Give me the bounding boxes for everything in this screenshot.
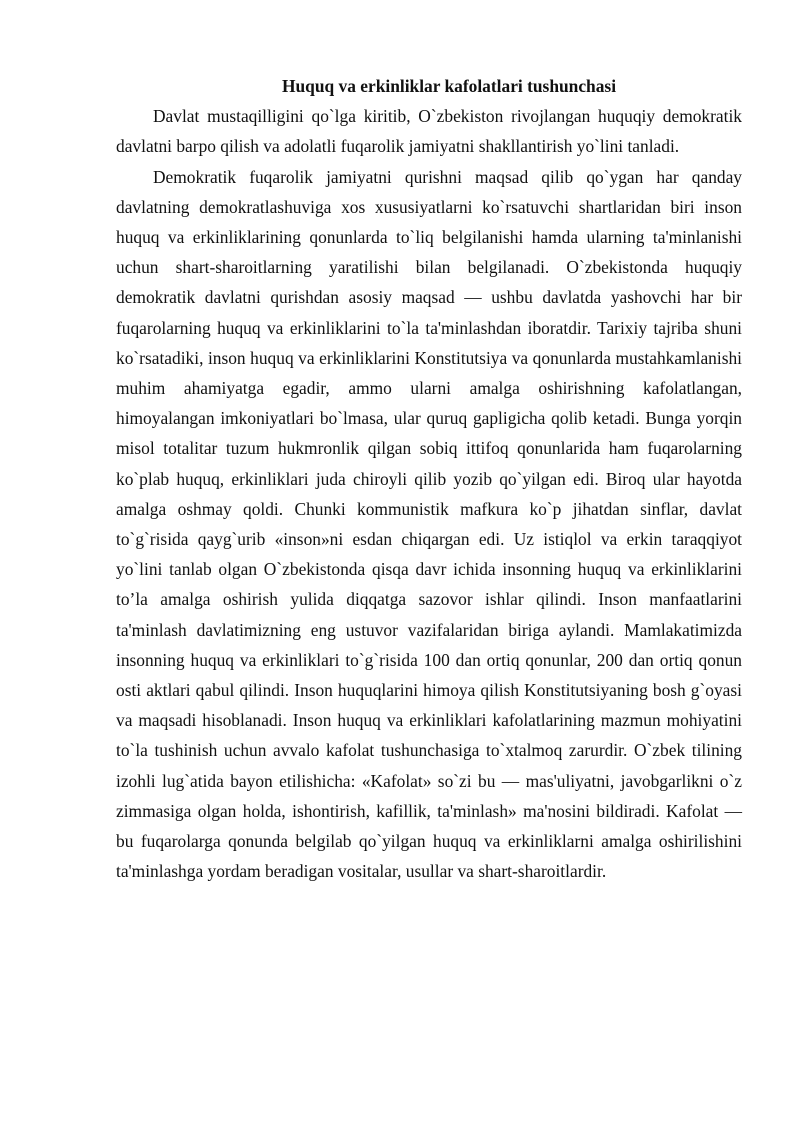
paragraph-1: Davlat mustaqilligini qo`lga kiritib, O`zbekiston rivojlangan huquqiy demokratik davlatni barpo qilish va adolatli fuqarolik jamiyatni shakllantirish yo`lini tanladi.	[116, 106, 742, 157]
paragraph-2: Demokratik fuqarolik jamiyatni qurishni maqsad qilib qo`ygan har qanday davlatning demokratlashuviga xos xususiyatlarni ko`rsatuvchi shartlaridan biri inson huquq va erkinliklarining qonunlarda to`liq belgilanishi hamda ularning ta'minlanishi uchun shart-sharoitlarning yaratilishi bilan belgilanadi. O`zbekistonda huquqiy demokratik davlatni qurishdan asosiy maqsad — ushbu davlatda yashovchi har bir fuqarolarning huquq va erkinliklarini to`la ta'minlashdan iboratdir. Tarixiy tajriba shuni ko`rsatadiki, inson huquq va erkinliklarini Konstitutsiya va qonunlarda mustahkamlanishi muhim ahamiyatga egadir, ammo ularni amalga oshirishning kafolatlangan, himoyalangan imkoniyatlari bo`lmasa, ular quruq gapligicha qolib ketadi. Bunga yorqin misol totalitar tuzum hukmronlik qilgan sobiq ittifoq qonunlarida ham fuqarolarning ko`plab huquq, erkinliklari juda chiroyli qilib yozib qo`yilgan edi. Biroq ular hayotda amalga oshmay qoldi. Chunki kommunistik mafkura ko`p jihatdan sinflar, davlat to`g`risida qayg`urib «inson»ni esdan chiqargan edi. Uz istiqlol va erkin taraqqiyot yo`lini tanlab olgan O`zbekistonda qisqa davr ichida insonning huquq va erkinliklarini to’la amalga oshirish yulida diqqatga sazovor ishlar qilindi. Inson manfaatlarini ta'minlash davlatimizning eng ustuvor vazifalaridan biriga aylandi. Mamlakatimizda insonning huquq va erkinliklari to`g`risida 100 dan ortiq qonunlar, 200 dan ortiq qonun osti aktlari qabul qilindi. Inson huquqlarini himoya qilish Konstitutsiyaning bosh g`oyasi va maqsadi hisoblanadi. Inson huquq va erkinliklari kafolatlarining mazmun mohiyatini to`la tushinish uchun avvalo kafolat tushunchasiga to`xtalmoq zarurdir. O`zbek tilining izohli lug`atida bayon etilishicha: «Kafolat» so`zi bu — mas'uliyatni, javobgarlikni o`z zimmasiga olgan holda, ishontirish, kafillik, ta'minlash» ma'nosini bildiradi. Kafolat — bu fuqarolarga qonunda belgilab qo`yilgan huquq va erkinliklarni amalga oshirilishini ta'minlashga yordam beradigan vositalar, usullar va shart-sharoitlardir.	[116, 166, 742, 882]
document-page	[116, 71, 742, 886]
document-title: Huquq va erkinliklar kafolatlari tushunchasi	[281, 76, 617, 96]
